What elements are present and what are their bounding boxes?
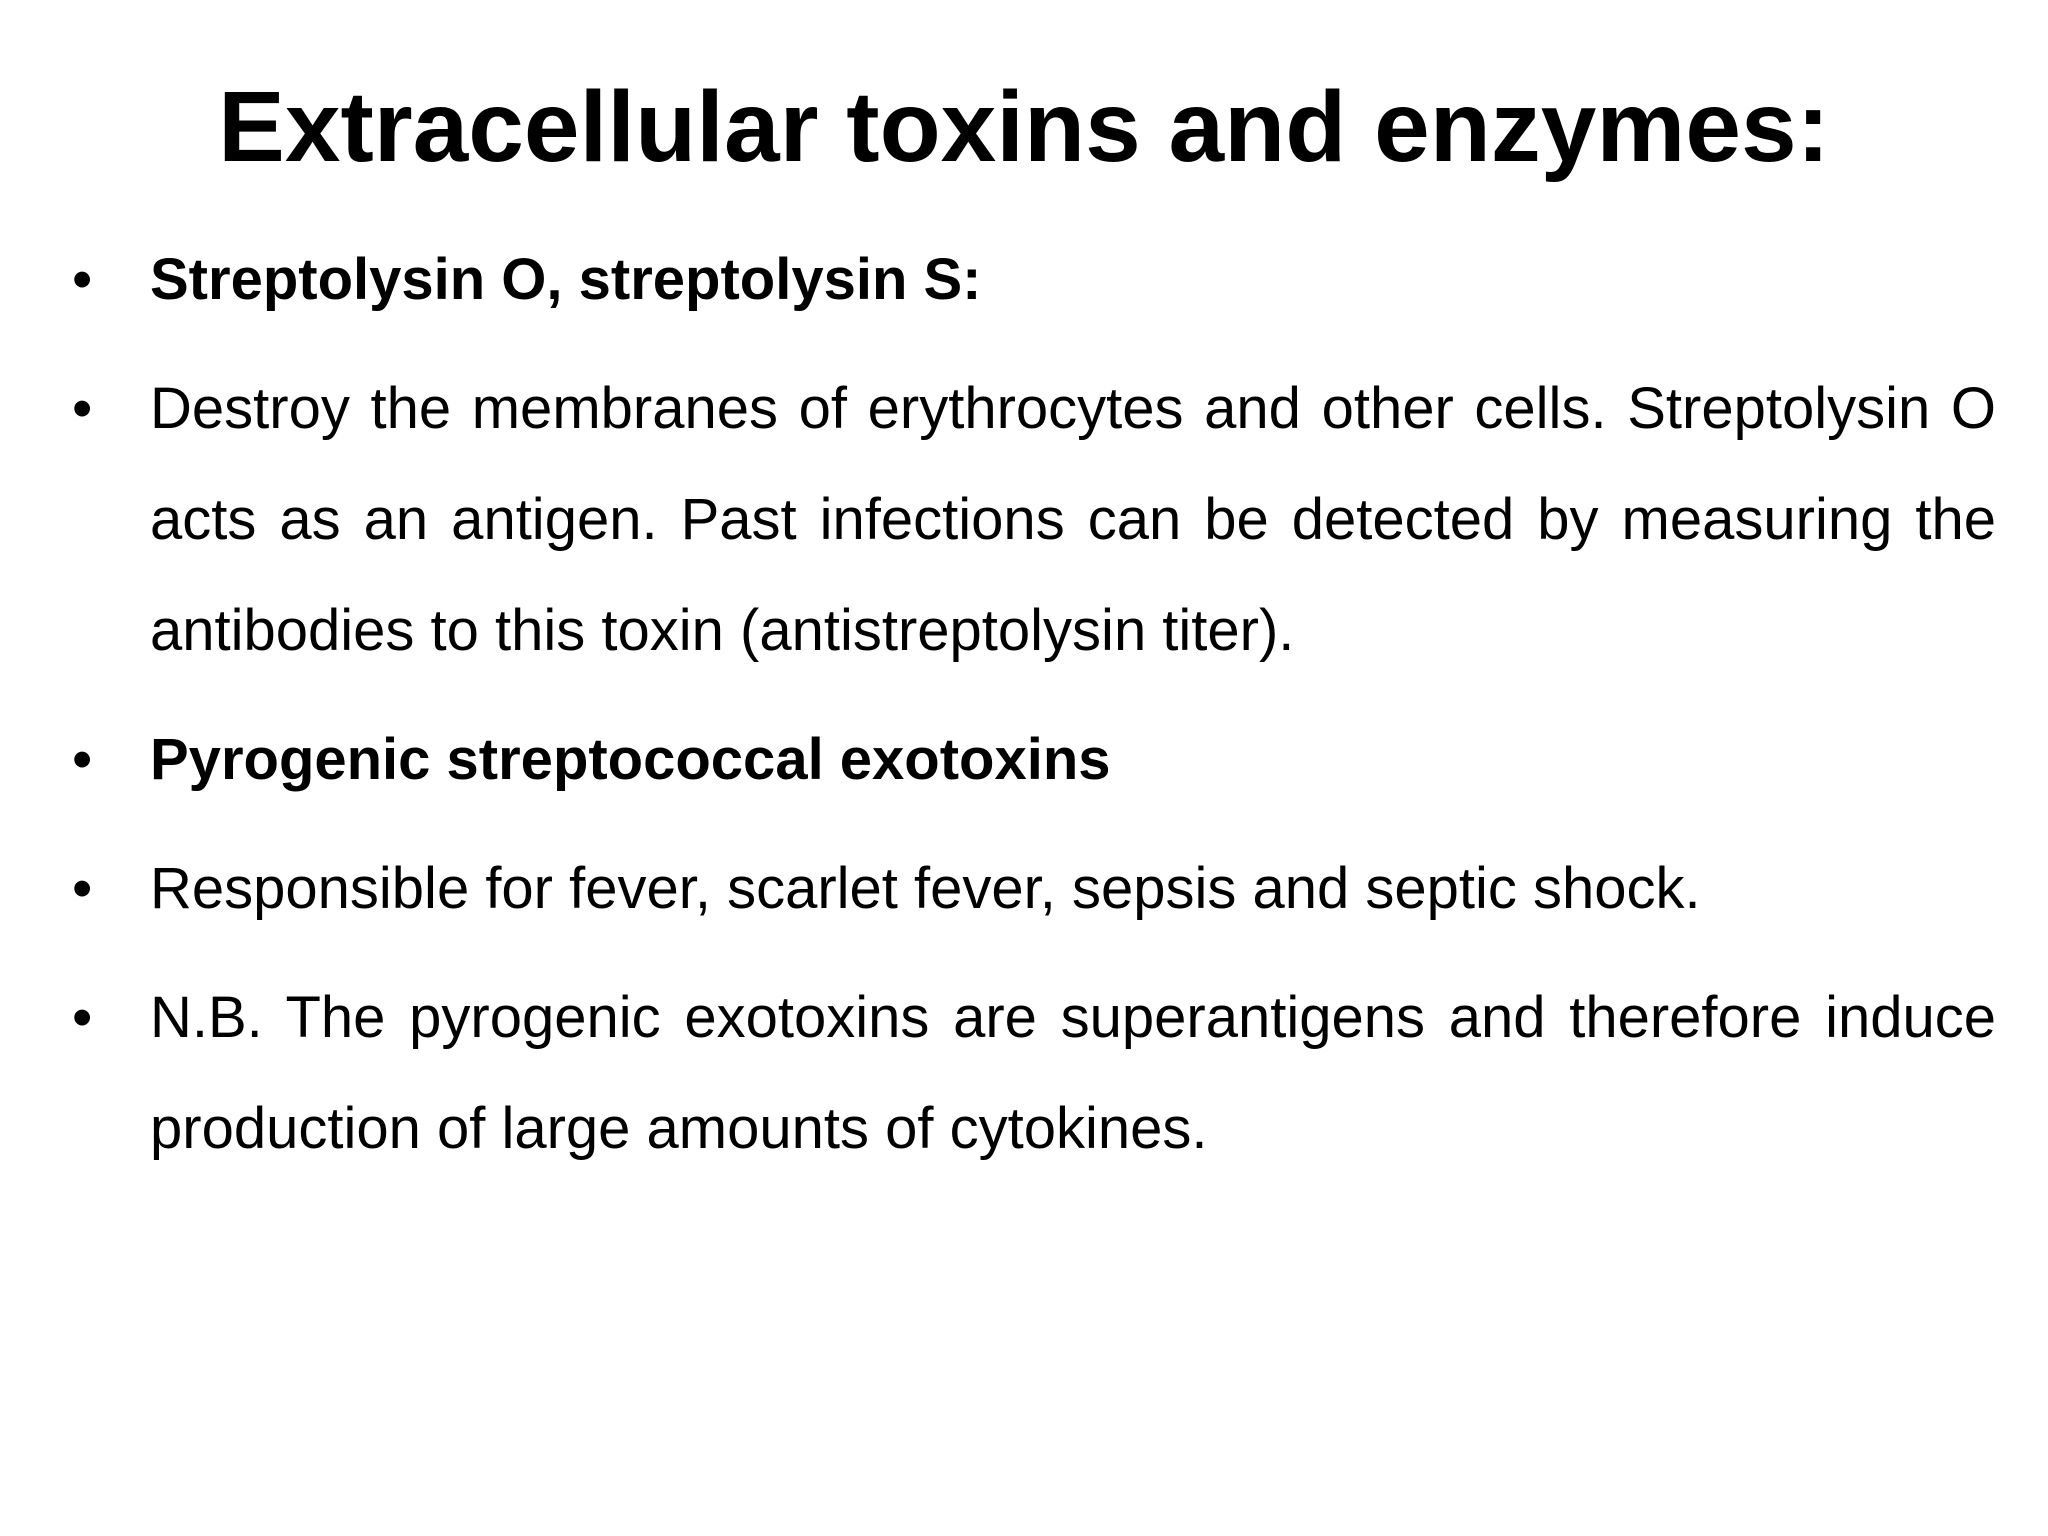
bullet-item-exotoxins-effects xyxy=(72,833,1996,944)
slide-title: Extracellular toxins and enzymes: xyxy=(218,71,1830,183)
bullet-text: Streptolysin O, streptolysin S: xyxy=(150,247,982,312)
bullet-icon: • xyxy=(72,247,93,312)
bullet-list xyxy=(72,224,1996,1202)
bullet-item-superantigens-note xyxy=(72,962,1996,1184)
bullet-icon: • xyxy=(72,376,93,441)
bullet-text: Responsible for fever, scarlet fever, sepsis and septic shock. xyxy=(150,856,1701,921)
bullet-item-streptolysin-description xyxy=(72,353,1996,686)
bullet-text: Pyrogenic streptococcal exotoxins xyxy=(150,727,1111,792)
bullet-text: Destroy the membranes of erythrocytes and other cells. Streptolysin O acts as an antigen. Past infections can be detected by measuring the antibodies to this toxin (antistreptolysin titer). xyxy=(150,376,1996,663)
bullet-icon: • xyxy=(72,856,93,921)
bullet-icon: • xyxy=(72,727,93,792)
bullet-item-exotoxins-heading xyxy=(72,704,1996,815)
bullet-text: N.B. The pyrogenic exotoxins are superantigens and therefore induce production of large amounts of cytokines. xyxy=(150,985,1996,1161)
bullet-item-streptolysin-heading xyxy=(72,224,1996,335)
bullet-icon: • xyxy=(72,985,93,1050)
